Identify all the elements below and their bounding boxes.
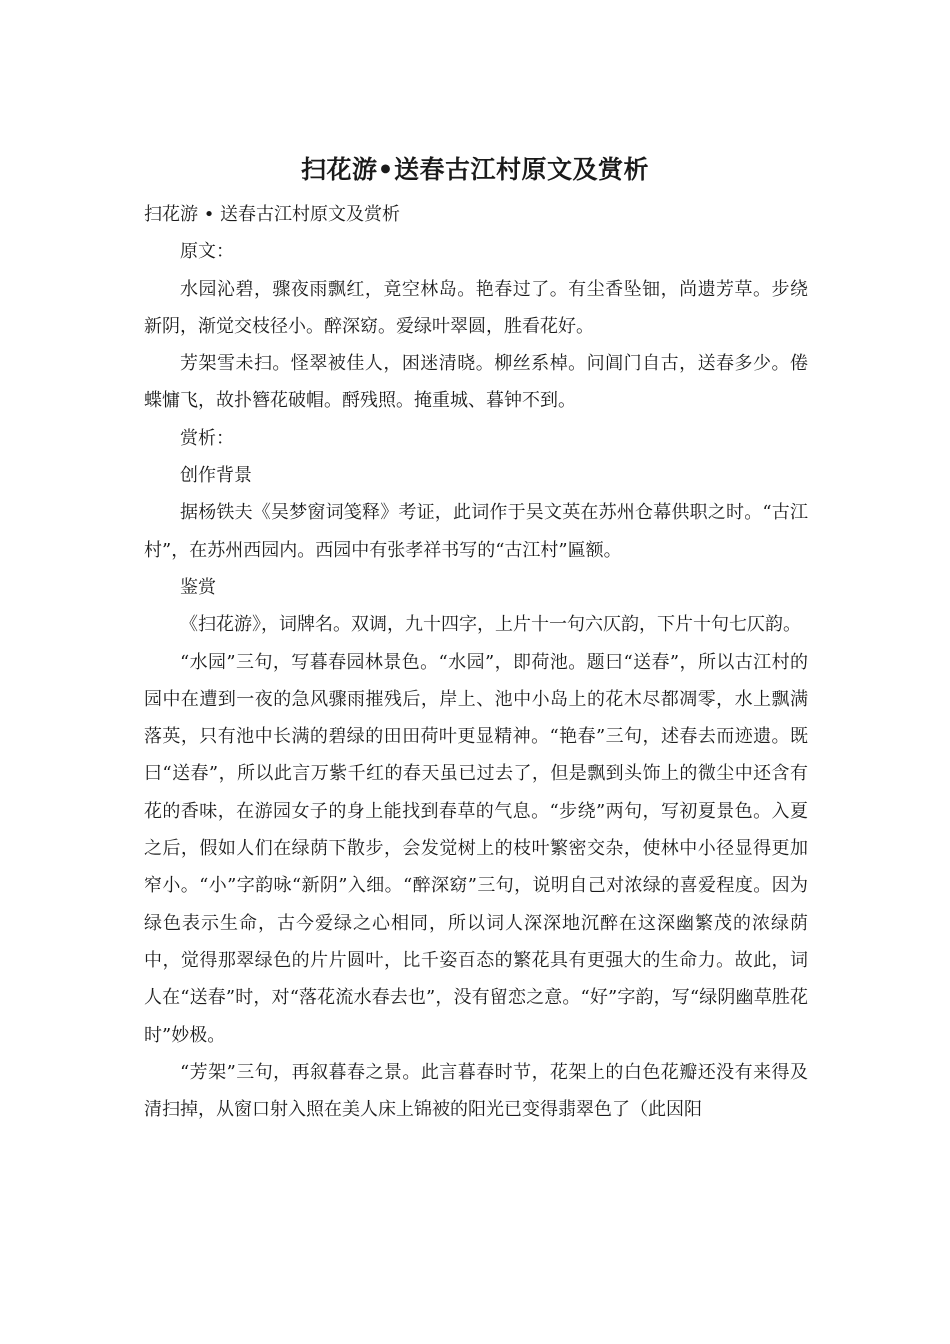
paragraph-original-verse-1: 水园沁碧，骤夜雨飘红，竟空林岛。艳春过了。有尘香坠钿，尚遗芳草。步绕新阴，渐觉交枝径小。醉深窈。爱绿叶翠圆，胜看花好。	[144, 278, 808, 337]
paragraph-commentary-1: “水园”三句，写暮春园林景色。“水园”，即荷池。题曰“送春”，所以古江村的园中在遭到一夜的急风骤雨摧残后，岸上、池中小岛上的花木尽都凋零，水上飘满落英，只有池中长满的碧绿的田田荷叶更显精神。“艳春”三句，述春去而迹遗。既曰“送春”，所以此言万紫千红的春天虽已过去了，但是飘到头饰上的微尘中还含有花的香味，在游园女子的身上能找到春草的气息。“步绕”两句，写初夏景色。入夏之后，假如人们在绿荫下散步，会发觉树上的枝叶繁密交杂，使林中小径显得更加窄小。“小”字韵咏“新阴”入细。“醉深窈”三句，说明自己对浓绿的喜爱程度。因为绿色表示生命，古今爱绿之心相同，所以词人深深地沉醉在这深幽繁茂的浓绿荫中，觉得那翠绿色的片片圆叶，比千姿百态的繁花具有更强大的生命力。故此，词人在“送春”时，对“落花流水春去也”，没有留恋之意。“好”字韵，写“绿阴幽草胜花时”妙极。	[144, 651, 808, 1046]
paragraph-background-heading: 创作背景	[180, 465, 252, 487]
paragraph-original-heading: 原文：	[180, 241, 234, 263]
paragraph-commentary-heading: 鉴赏	[180, 576, 216, 598]
document-body	[144, 196, 808, 1128]
paragraph-background: 据杨铁夫《吴梦窗词笺释》考证，此词作于吴文英在苏州仓幕供职之时。“古江村”，在苏州西园内。西园中有张孝祥书写的“古江村”匾额。	[144, 502, 808, 561]
paragraph-appreciation-heading: 赏析：	[180, 427, 234, 449]
paragraph-commentary-2: “芳架”三句，再叙暮春之景。此言暮春时节，花架上的白色花瓣还没有来得及清扫掉，从窗口射入照在美人床上锦被的阳光已变得翡翠色了（此因阳	[144, 1061, 808, 1121]
paragraph-subtitle: 扫花游 • 送春古江村原文及赏析	[144, 204, 401, 225]
paragraph-original-verse-2: 芳架雪未扫。怪翠被佳人，困迷清晓。柳丝系棹。问阊门自古，送春多少。倦蝶慵飞，故扑簪花破帽。酹残照。掩重城、暮钟不到。	[144, 353, 808, 412]
paragraph-cipai: 《扫花游》，词牌名。双调，九十四字，上片十一句六仄韵，下片十句七仄韵。	[180, 614, 801, 636]
document-title: 扫花游•送春古江村原文及赏析	[301, 155, 649, 184]
